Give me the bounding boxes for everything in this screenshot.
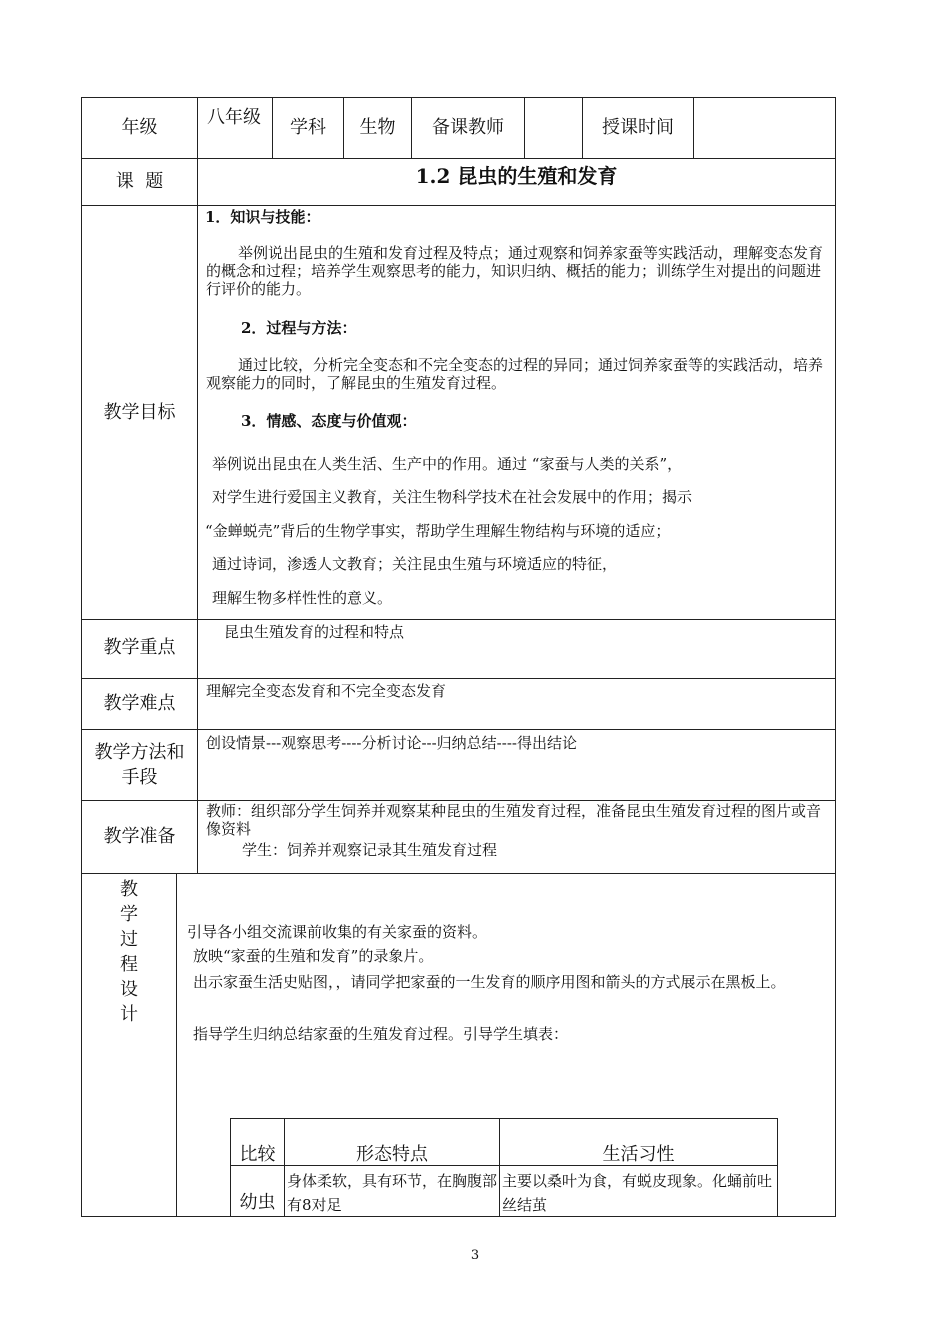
subject-label: 学科 xyxy=(290,117,326,138)
objective-heading-values: 3．情感、态度与价值观： xyxy=(241,412,417,430)
key-points-text: 昆虫生殖发育的过程和特点 xyxy=(224,623,405,641)
preparation-teacher: 教师：组织部分学生饲养并观察某种昆虫的生殖发育过程，准备昆虫生殖发育过程的图片或音像资料 xyxy=(206,802,822,838)
process-label-char: 设 xyxy=(120,979,138,1000)
comparison-col-divider xyxy=(284,1119,285,1217)
page-number: 3 xyxy=(470,1248,480,1263)
header-cell-divider xyxy=(524,97,525,159)
process-line: 指导学生归纳总结家蚕的生殖发育过程。引导学生填表： xyxy=(193,1025,569,1043)
methods-text: 创设情景---观察思考----分析讨论---归纳总结----得出结论 xyxy=(206,734,577,752)
comparison-cell-morph: 身体柔软，具有环节，在胸腹部有8对足 xyxy=(287,1172,498,1214)
table-border-top xyxy=(81,97,836,98)
objectives-label: 教学目标 xyxy=(103,402,176,423)
grade-label: 年级 xyxy=(121,117,158,138)
row-divider xyxy=(81,800,836,801)
process-label-char: 程 xyxy=(120,954,138,975)
process-label xyxy=(82,877,176,1027)
lesson-title: 1.2 昆虫的生殖和发育 xyxy=(415,164,618,188)
process-label-char: 计 xyxy=(120,1004,138,1025)
preparation-student: 学生：饲养并观察记录其生殖发育过程 xyxy=(242,841,498,859)
objective-paragraph-knowledge: 举例说出昆虫的生殖和发育过程及特点；通过观察和饲养家蚕等实践活动，理解变态发育的概念和过程；培养学生观察思考的能力，知识归纳、概括的能力；训练学生对提出的问题进行评价的能力。 xyxy=(206,244,824,298)
header-cell-divider xyxy=(693,97,694,159)
preparation-label: 教学准备 xyxy=(103,826,176,847)
objective-heading-process: 2．过程与方法： xyxy=(241,319,357,337)
topic-label: 课 题 xyxy=(115,171,164,192)
row-divider xyxy=(81,873,836,874)
teacher-label: 备课教师 xyxy=(432,117,504,138)
methods-label-line2: 手段 xyxy=(121,767,158,788)
key-points-label: 教学重点 xyxy=(103,637,176,658)
grade-value: 八年级 xyxy=(207,107,261,128)
row-divider xyxy=(81,619,836,620)
row-divider xyxy=(81,158,836,159)
row-divider xyxy=(81,205,836,206)
comparison-table xyxy=(230,1118,778,1217)
process-column-divider xyxy=(176,873,177,1217)
comparison-cell-habit: 主要以桑叶为食，有蜕皮现象。化蛹前吐丝结茧 xyxy=(502,1172,773,1214)
process-label-char: 教 xyxy=(120,879,138,900)
row-divider xyxy=(81,729,836,730)
comparison-row-divider xyxy=(231,1165,777,1166)
process-label-char: 过 xyxy=(120,929,138,950)
objective-values-line: “金蝉蜕壳”背后的生物学事实，帮助学生理解生物结构与环境的适应； xyxy=(205,522,671,540)
subject-value: 生物 xyxy=(359,117,396,138)
objective-values-line: 理解生物多样性性的意义。 xyxy=(212,589,393,607)
row-divider xyxy=(81,678,836,679)
label-column-divider xyxy=(197,97,198,874)
table-border-right xyxy=(835,97,836,1217)
objective-values-line: 举例说出昆虫在人类生活、生产中的作用。通过 “家蚕与人类的关系”， xyxy=(212,455,683,473)
comparison-header: 比较 xyxy=(239,1144,276,1165)
comparison-col-divider xyxy=(499,1119,500,1217)
process-line: 放映“家蚕的生殖和发育”的录象片。 xyxy=(193,947,434,965)
process-line: 出示家蚕生活史贴图，，请同学把家蚕的一生发育的顺序用图和箭头的方式展示在黑板上。 xyxy=(193,973,786,991)
difficulties-text: 理解完全变态发育和不完全变态发育 xyxy=(206,682,447,700)
comparison-header: 形态特点 xyxy=(356,1144,428,1165)
methods-label-line1: 教学方法和 xyxy=(94,742,185,763)
process-label-char: 学 xyxy=(120,904,138,925)
objective-paragraph-process: 通过比较，分析完全变态和不完全变态的过程的异同；通过饲养家蚕等的实践活动，培养观察能力的同时，了解昆虫的生殖发育过程。 xyxy=(206,356,824,392)
comparison-row-label: 幼虫 xyxy=(239,1192,276,1213)
objective-heading-knowledge: 1．知识与技能： xyxy=(205,208,321,226)
objective-values-line: 通过诗词，渗透人文教育；关注昆虫生殖与环境适应的特征， xyxy=(212,555,618,573)
objective-values-line: 对学生进行爱国主义教育，关注生物科学技术在社会发展中的作用；揭示 xyxy=(212,488,693,506)
time-label: 授课时间 xyxy=(602,117,674,138)
process-line: 引导各小组交流课前收集的有关家蚕的资料。 xyxy=(187,923,488,941)
difficulties-label: 教学难点 xyxy=(103,693,176,714)
comparison-header: 生活习性 xyxy=(602,1144,675,1165)
